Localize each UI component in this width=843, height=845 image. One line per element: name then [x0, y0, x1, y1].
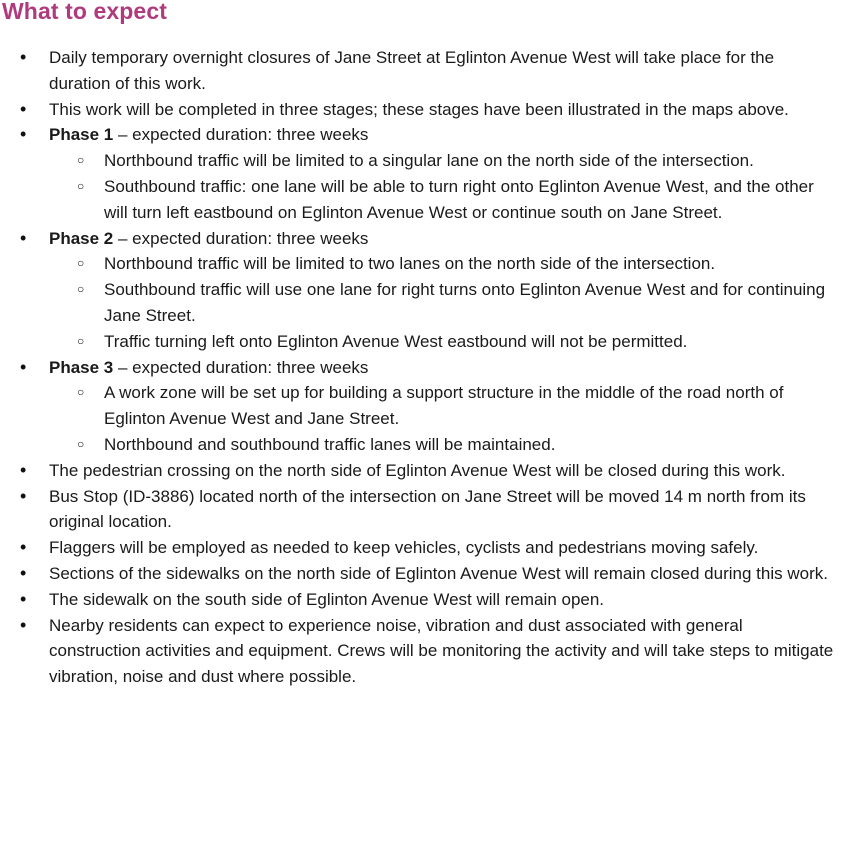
list-item-text: Bus Stop (ID-3886) located north of the intersection on Jane Street will be moved 14 m north from its original location.	[49, 486, 806, 532]
list-item	[2, 97, 834, 123]
list-item	[2, 45, 834, 97]
list-item-text: This work will be completed in three stages; these stages have been illustrated in the maps above.	[49, 99, 789, 119]
phase-2-duration: – expected duration: three weeks	[113, 228, 369, 248]
list-item-text: The sidewalk on the south side of Eglinton Avenue West will remain open.	[49, 589, 605, 609]
phase-3-sublist	[49, 380, 834, 457]
sub-list-item	[2, 251, 834, 277]
phase-2-title: Phase 2	[49, 228, 114, 248]
sub-list-item-text: Southbound traffic will use one lane for right turns onto Eglinton Avenue West and for continuing Jane Street.	[104, 280, 826, 325]
phase-1-duration: – expected duration: three weeks	[113, 125, 369, 145]
sub-list-item-text: Northbound and southbound traffic lanes will be maintained.	[104, 434, 556, 454]
phase-2-sublist	[49, 251, 834, 354]
sub-list-item-text: Northbound traffic will be limited to two lanes on the north side of the intersection.	[104, 254, 716, 274]
section-heading: What to expect	[2, 0, 167, 24]
list-item	[2, 458, 834, 484]
list-item-text: Daily temporary overnight closures of Jane Street at Eglinton Avenue West will take place for the duration of this work.	[49, 48, 775, 93]
sub-list-item	[2, 174, 834, 226]
sub-list-item	[2, 432, 834, 458]
expectation-list	[2, 45, 843, 690]
phase-2-item	[2, 226, 834, 355]
phase-1-item	[2, 122, 834, 225]
sub-list-item	[2, 380, 834, 432]
phase-1-title: Phase 1	[49, 125, 114, 145]
sub-list-item	[2, 148, 834, 174]
phase-3-item	[2, 355, 834, 458]
list-item	[2, 587, 834, 613]
list-item	[2, 561, 834, 587]
phase-1-sublist	[49, 148, 834, 225]
sub-list-item	[2, 277, 834, 329]
sub-list-item-text: A work zone will be set up for building a support structure in the middle of the road north of Eglinton Avenue West and Jane Street.	[104, 383, 784, 429]
list-item	[2, 535, 834, 561]
sub-list-item-text: Southbound traffic: one lane will be able to turn right onto Eglinton Avenue West, and the other will turn left eastbound on Eglinton Avenue West or continue south on Jane Street.	[104, 176, 814, 222]
list-item-text: The pedestrian crossing on the north side of Eglinton Avenue West will be closed during this work.	[49, 460, 786, 480]
phase-3-title: Phase 3	[49, 357, 114, 377]
sub-list-item-text: Traffic turning left onto Eglinton Avenue West eastbound will not be permitted.	[104, 331, 688, 351]
list-item-text: Sections of the sidewalks on the north side of Eglinton Avenue West will remain closed during this work.	[49, 563, 828, 583]
sub-list-item	[2, 329, 834, 355]
sub-list-item-text: Northbound traffic will be limited to a singular lane on the north side of the intersection.	[104, 151, 754, 171]
list-item-text: Flaggers will be employed as needed to keep vehicles, cyclists and pedestrians moving safely.	[49, 538, 759, 558]
list-item	[2, 484, 834, 536]
phase-3-duration: – expected duration: three weeks	[113, 357, 369, 377]
list-item	[2, 613, 834, 690]
list-item-text: Nearby residents can expect to experience noise, vibration and dust associated with general construction activities and equipment. Crews will be monitoring the activity and will take steps to mitigate vibration, noise and dust where possible.	[49, 615, 834, 687]
